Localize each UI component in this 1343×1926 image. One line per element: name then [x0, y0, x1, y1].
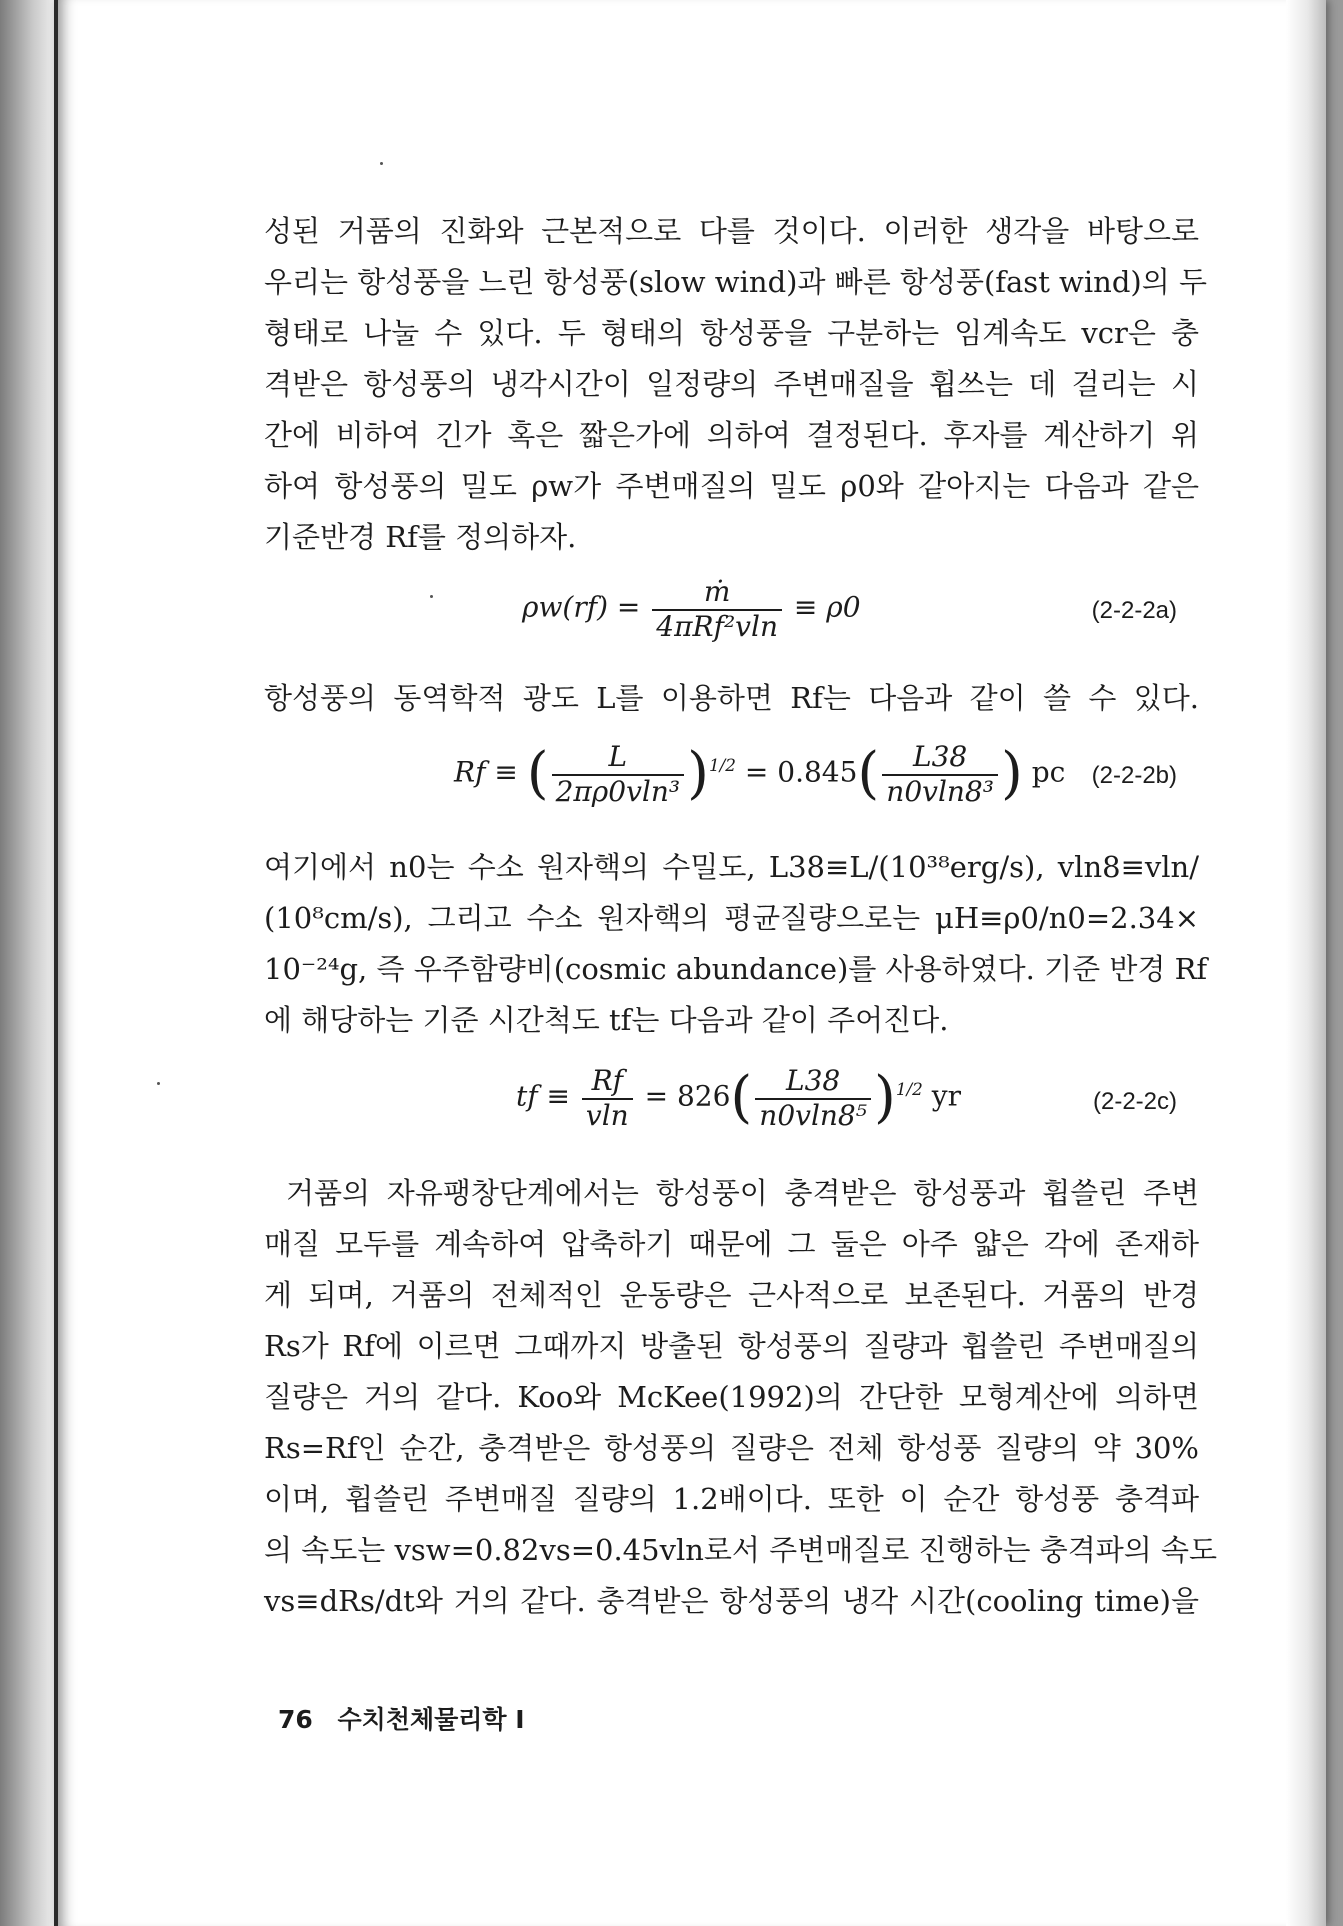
text-line: 10⁻²⁴g, 즉 우주함량비(cosmic abundance)를 사용하였다. 기준 반경 Rf — [264, 952, 1208, 986]
text-line: 형태로 나눌 수 있다. 두 형태의 항성풍을 구분하는 임계속도 vcr은 충 — [264, 316, 1199, 350]
right-paren: ) — [687, 741, 709, 806]
running-title: 수치천체물리학 Ⅰ — [337, 1705, 525, 1734]
text-line: 질량은 거의 같다. Koo와 McKee(1992)의 간단한 모형계산에 의하면 — [264, 1380, 1199, 1414]
binding-shadow — [0, 0, 54, 1926]
fraction — [582, 1064, 633, 1132]
equation-formula — [454, 740, 1065, 808]
text-line: Rs가 Rf에 이르면 그때까지 방출된 항성풍의 질량과 휩쓸린 주변매질의 — [264, 1329, 1199, 1363]
text-line: 성된 거품의 진화와 근본적으로 다를 것이다. 이러한 생각을 바탕으로 — [264, 214, 1199, 248]
page-number: 76 — [278, 1705, 313, 1734]
equation-formula — [522, 575, 861, 643]
text-line: Rs=Rf인 순간, 충격받은 항성풍의 질량은 전체 항성풍 질량의 약 30% — [264, 1431, 1199, 1465]
fraction-denominator: vln — [585, 1099, 629, 1132]
equation-2-2-2b — [264, 732, 1199, 832]
left-paren: ( — [526, 741, 549, 806]
text-line: 격받은 항성풍의 냉각시간이 일정량의 주변매질을 휩쓰는 데 걸리는 시 — [264, 367, 1199, 401]
page-content — [264, 206, 1218, 1627]
fraction — [755, 1064, 871, 1132]
equation-lhs: tf ≡ — [516, 1079, 570, 1113]
text-line: 매질 모두를 계속하여 압축하기 때문에 그 둘은 아주 얇은 각에 존재하 — [264, 1227, 1199, 1261]
fraction — [552, 740, 685, 808]
page-edge — [1286, 0, 1326, 1926]
equation-2-2-2a — [264, 571, 1199, 663]
text-line: 게 되며, 거품의 전체적인 운동량은 근사적으로 보존된다. 거품의 반경 — [264, 1278, 1199, 1312]
equation-lhs: Rf ≡ — [454, 755, 518, 789]
fraction-numerator: Rf — [582, 1064, 633, 1100]
paragraph-3 — [264, 842, 1208, 1046]
fraction-numerator: ṁ — [652, 575, 782, 611]
equation-mid: = 826 — [644, 1079, 731, 1113]
text-line: 이며, 휩쓸린 주변매질 질량의 1.2배이다. 또한 이 순간 항성풍 충격파 — [264, 1482, 1199, 1516]
text-line: 항성풍의 동역학적 광도 L를 이용하면 Rf는 다음과 같이 쓸 수 있다. — [264, 681, 1199, 715]
text-line: 하여 항성풍의 밀도 ρw가 주변매질의 밀도 ρ0와 같아지는 다음과 같은 — [264, 469, 1199, 503]
text-line: 우리는 항성풍을 느린 항성풍(slow wind)과 빠른 항성풍(fast wind)의 두 — [264, 265, 1207, 299]
text-line: 간에 비하여 긴가 혹은 짧은가에 의하여 결정된다. 후자를 계산하기 위 — [264, 418, 1199, 452]
right-paren: ) — [1000, 741, 1023, 806]
equation-lhs: ρw(rf) = — [522, 590, 641, 624]
scan-speck — [380, 162, 383, 165]
equation-number: (2-2-2c) — [1092, 1088, 1177, 1115]
unit: pc — [1031, 755, 1066, 789]
equation-rhs: ≡ ρ0 — [793, 590, 861, 624]
paragraph-4-cont — [264, 1219, 1218, 1627]
fraction — [652, 575, 782, 643]
text-line: 에 해당하는 기준 시간척도 tf는 다음과 같이 주어진다. — [264, 1003, 949, 1037]
text-line: 기준반경 Rf를 정의하자. — [264, 520, 577, 554]
scan-speck — [157, 1082, 160, 1085]
fraction-numerator: L — [552, 740, 685, 776]
left-paren: ( — [857, 741, 880, 806]
page-footer — [278, 1700, 541, 1736]
fraction-numerator: L38 — [755, 1064, 871, 1100]
text-line: vs≡dRs/dt와 거의 같다. 충격받은 항성풍의 냉각 시간(cooling time)을 — [264, 1584, 1199, 1618]
text-line: 의 속도는 vsw=0.82vs=0.45vln로서 주변매질로 진행하는 충격파의 속도 — [264, 1533, 1218, 1567]
equation-number: (2-2-2a) — [1091, 597, 1177, 624]
paragraph-1 — [264, 206, 1207, 563]
equation-mid: = 0.845 — [744, 755, 858, 789]
equation-number: (2-2-2b) — [1091, 762, 1177, 789]
left-paren: ( — [730, 1065, 753, 1130]
fraction-denominator: 4πRf²vln — [656, 610, 778, 643]
equation-2-2-2c — [264, 1054, 1199, 1158]
fraction-numerator: L38 — [882, 740, 998, 776]
text-line: 여기에서 n0는 수소 원자핵의 수밀도, L38≡L/(10³⁸erg/s), vln8≡vln/ — [264, 850, 1199, 884]
unit: yr — [931, 1079, 961, 1113]
text-line: (10⁸cm/s), 그리고 수소 원자핵의 평균질량으로는 μH≡ρ0/n0=2.34× — [264, 901, 1199, 935]
paragraph-4 — [264, 1168, 1199, 1219]
fraction-denominator: 2πρ0vln³ — [555, 775, 681, 808]
fraction-denominator: n0vln8⁵ — [759, 1099, 867, 1132]
paragraph-2 — [264, 673, 1199, 724]
equation-formula — [516, 1064, 961, 1132]
fraction — [882, 740, 998, 808]
fraction-denominator: n0vln8³ — [886, 775, 994, 808]
exponent: 1/2 — [895, 1079, 923, 1100]
right-paren: ) — [873, 1065, 896, 1130]
exponent: 1/2 — [708, 755, 736, 776]
text-line: 거품의 자유팽창단계에서는 항성풍이 충격받은 항성풍과 휩쓸린 주변 — [286, 1176, 1199, 1210]
